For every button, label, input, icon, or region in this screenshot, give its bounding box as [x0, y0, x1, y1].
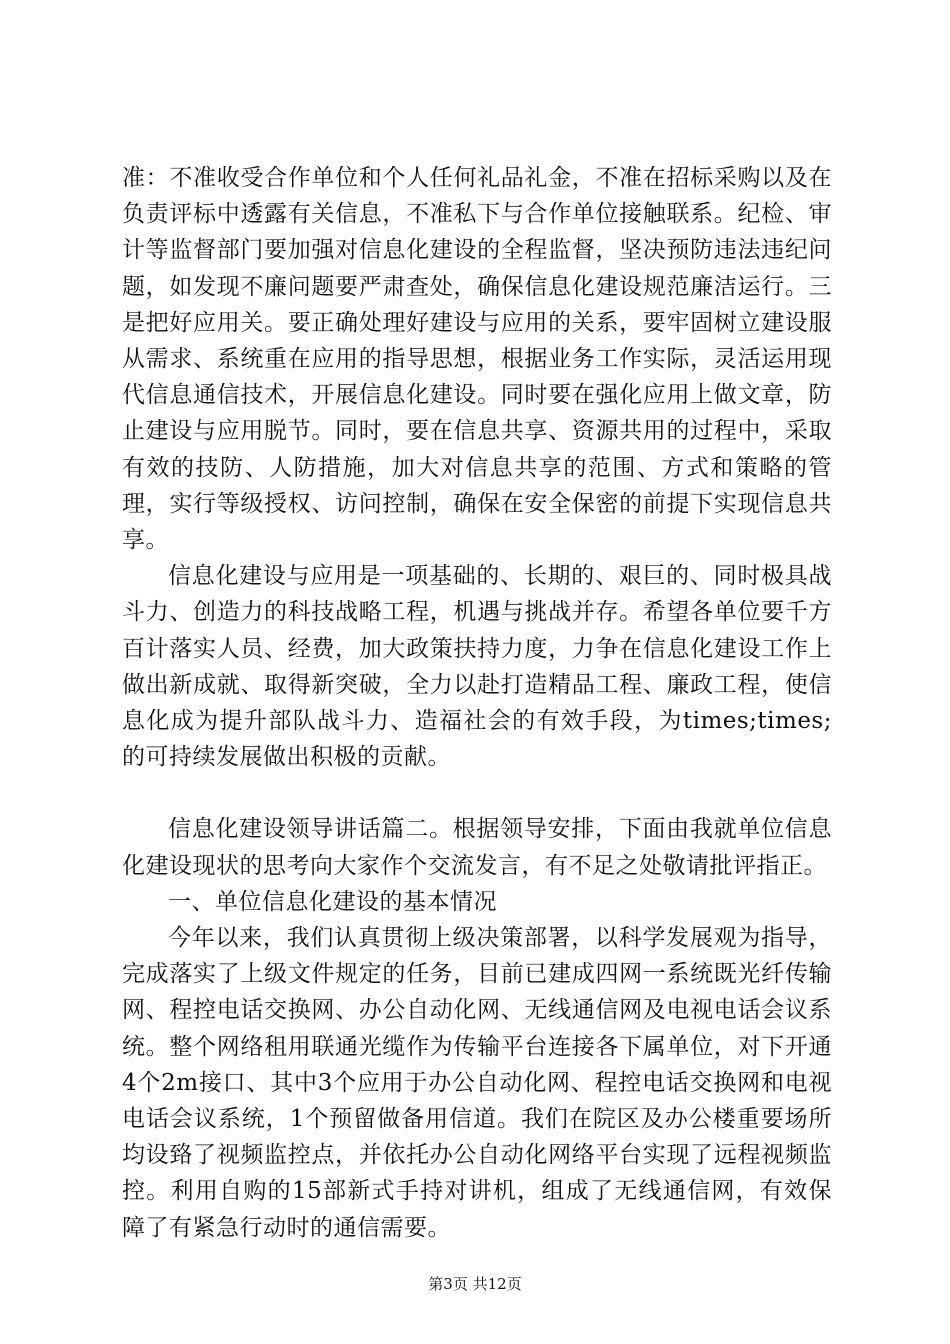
paragraph-conclusion: 信息化建设与应用是一项基础的、长期的、艰巨的、同时极具战斗力、创造力的科技战略工程，机遇与挑战并存。希望各单位要千方百计落实人员、经费，加大政策扶持力度，力争在信息化建设工作上做出新成就、取得新突破，全力以赴打造精品工程、廉政工程，使信息化成为提升部队战斗力、造福社会的有效手段，为times;times;的可持续发展做出积极的贡献。 — [122, 563, 832, 771]
page-footer: 第3页 共12页 — [428, 1275, 522, 1293]
section-heading: 一、单位信息化建设的基本情况 — [168, 888, 497, 915]
document-body — [122, 160, 832, 1246]
paragraph-speech-two-intro: 信息化建设领导讲话篇二。根据领导安排，下面由我就单位信息化建设现状的思考向大家作个交流发言，有不足之处敬请批评指正。 — [122, 816, 832, 879]
paragraph-continuation: 准：不准收受合作单位和个人任何礼品礼金，不准在招标采购以及在负责评标中透露有关信息，不准私下与合作单位接触联系。纪检、审计等监督部门要加强对信息化建设的全程监督，坚决预防违法违纪问题，如发现不廉问题要严肃查处，确保信息化建设规范廉洁运行。三是把好应用关。要正确处理好建设与应用的关系，要牢固树立建设服从需求、系统重在应用的指导思想，根据业务工作实际，灵活运用现代信息通信技术，开展信息化建设。同时要在强化应用上做文章，防止建设与应用脱节。同时，要在信息共享、资源共用的过程中，采取有效的技防、人防措施，加大对信息共享的范围、方式和策略的管理，实行等级授权、访问控制，确保在安全保密的前提下实现信息共享。 — [122, 165, 832, 554]
paragraph-gap — [122, 775, 832, 811]
paragraph-basic-situation: 今年以来，我们认真贯彻上级决策部署，以科学发展观为指导，完成落实了上级文件规定的任务，目前已建成四网一系统既光纤传输网、程控电话交换网、办公自动化网、无线通信网及电视电话会议系统。整个网络租用联通光缆作为传输平台连接各下属单位，对下开通4个2m接口、其中3个应用于办公自动化网、程控电话交换网和电视电话会议系统，1个预留做备用信道。我们在院区及办公楼重要场所均设臵了视频监控点，并依托办公自动化网络平台实现了远程视频监控。利用自购的15部新式手持对讲机，组成了无线通信网，有效保障了有紧急行动时的通信需要。 — [122, 925, 832, 1241]
